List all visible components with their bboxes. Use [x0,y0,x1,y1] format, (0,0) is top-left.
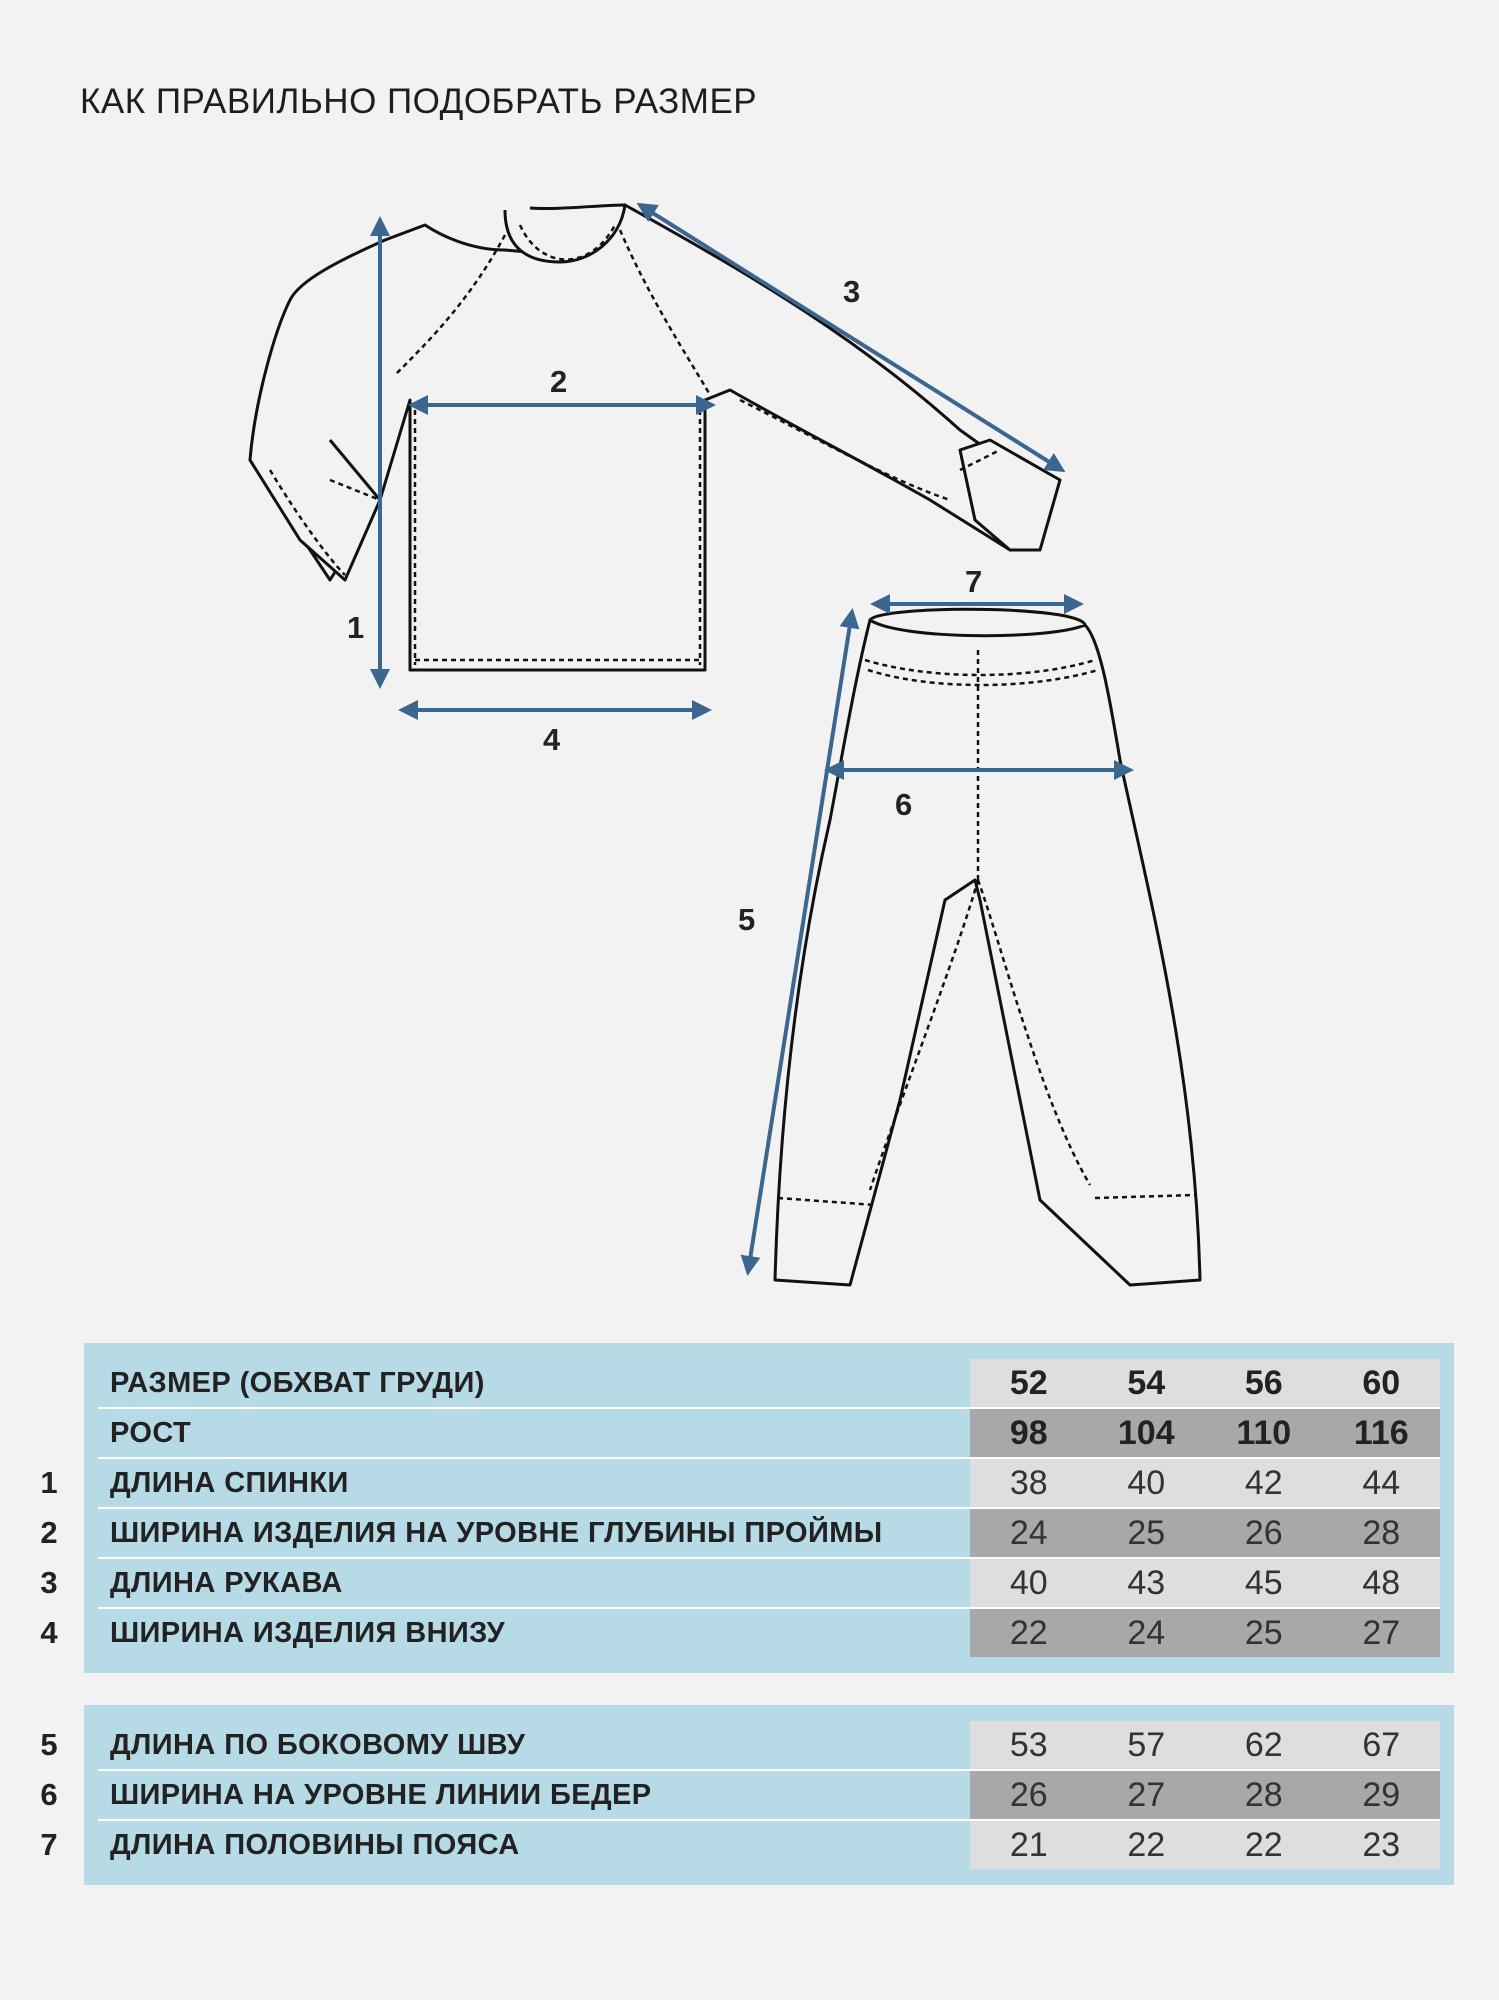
cell-value: 53 [1009,1726,1048,1764]
cell-value: 110 [1236,1414,1292,1452]
row-number: 7 [40,1827,58,1862]
diagram-label-6: 6 [895,787,913,822]
cell-value: 24 [1009,1514,1048,1552]
row-number: 1 [40,1465,58,1500]
cell-value: 104 [1117,1414,1175,1452]
table-row [40,1559,1440,1609]
cell-value: 28 [1362,1514,1401,1552]
table-row [98,1359,1440,1409]
table-row [40,1721,1440,1771]
cell-value: 40 [1009,1564,1048,1602]
cell-value: 56 [1244,1364,1283,1402]
cell-value: 67 [1362,1726,1401,1764]
cell-value: 48 [1362,1564,1401,1602]
row-number: 5 [40,1727,58,1762]
page-title: КАК ПРАВИЛЬНО ПОДОБРАТЬ РАЗМЕР [80,82,758,121]
cell-value: 26 [1244,1514,1283,1552]
shirt-illustration [250,205,1060,670]
cell-value: 22 [1244,1826,1283,1864]
row-label: ДЛИНА РУКАВА [110,1566,343,1599]
row-label: ДЛИНА ПОЛОВИНЫ ПОЯСА [110,1828,520,1861]
row-label: ШИРИНА ИЗДЕЛИЯ НА УРОВНЕ ГЛУБИНЫ ПРОЙМЫ [110,1516,883,1549]
cell-value: 60 [1362,1364,1401,1402]
cell-value: 26 [1009,1776,1048,1814]
cell-value: 29 [1362,1776,1401,1814]
cell-value: 54 [1127,1364,1166,1402]
bottom-size-table [40,1705,1454,1885]
cell-value: 52 [1009,1364,1048,1402]
cell-value: 22 [1009,1614,1048,1652]
table-row [98,1409,1440,1459]
pants-illustration [775,609,1200,1285]
diagram-label-5: 5 [738,902,756,937]
cell-value: 25 [1127,1514,1166,1552]
diagram-label-7: 7 [965,564,983,599]
cell-value: 40 [1127,1464,1166,1502]
table-row [40,1509,1440,1559]
row-label: ДЛИНА ПО БОКОВОМУ ШВУ [110,1728,526,1761]
row-label: ДЛИНА СПИНКИ [110,1466,349,1499]
cell-value: 42 [1244,1464,1283,1502]
table-row [40,1609,1440,1657]
row-label: ШИРИНА НА УРОВНЕ ЛИНИИ БЕДЕР [110,1778,652,1811]
row-number: 2 [40,1515,58,1550]
cell-value: 38 [1009,1464,1048,1502]
cell-value: 28 [1244,1776,1283,1814]
row-number: 6 [40,1777,58,1812]
diagram-label-4: 4 [543,722,561,757]
cell-value: 24 [1127,1614,1166,1652]
cell-value: 27 [1127,1776,1166,1814]
row-label: ШИРИНА ИЗДЕЛИЯ ВНИЗУ [110,1616,506,1649]
table-row [40,1821,1440,1869]
cell-value: 21 [1009,1826,1048,1864]
row-label: РАЗМЕР (ОБХВАТ ГРУДИ) [110,1366,485,1399]
row-label: РОСТ [110,1416,192,1449]
cell-value: 116 [1353,1414,1409,1452]
cell-value: 23 [1362,1826,1401,1864]
cell-value: 25 [1244,1614,1283,1652]
cell-value: 57 [1127,1726,1166,1764]
cell-value: 62 [1244,1726,1283,1764]
cell-value: 44 [1362,1464,1401,1502]
row-number: 4 [40,1615,58,1650]
top-size-table [40,1343,1454,1673]
table-row [40,1459,1440,1509]
table-row [40,1771,1440,1821]
cell-value: 45 [1244,1564,1283,1602]
diagram-label-1: 1 [347,610,365,645]
cell-value: 22 [1127,1826,1166,1864]
diagram-label-3: 3 [843,274,861,309]
cell-value: 98 [1009,1414,1048,1452]
diagram-label-2: 2 [550,364,568,399]
cell-value: 27 [1362,1614,1401,1652]
row-number: 3 [40,1565,58,1600]
cell-value: 43 [1127,1564,1166,1602]
